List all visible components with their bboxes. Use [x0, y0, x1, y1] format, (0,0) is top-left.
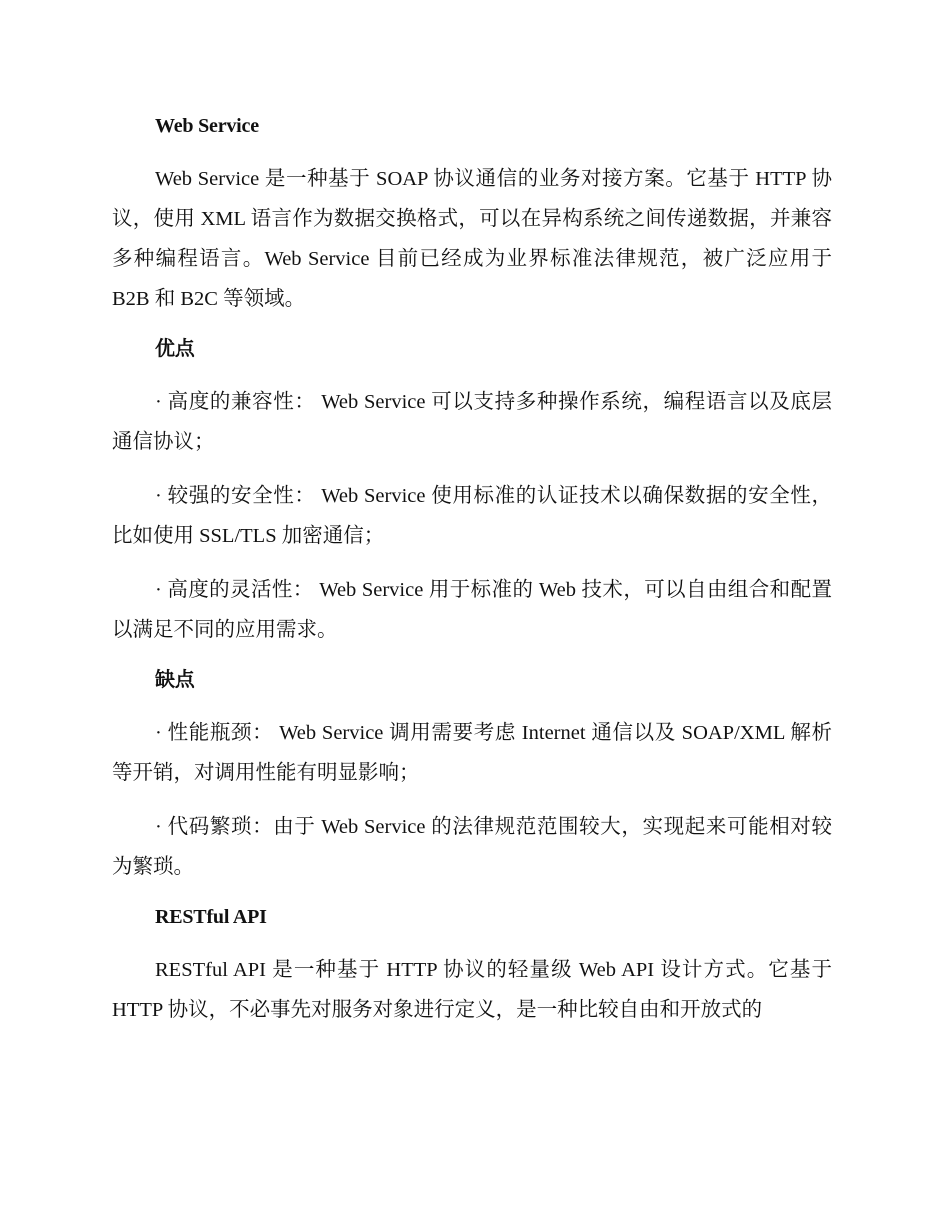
section-advantages	[112, 333, 832, 650]
section-heading: 缺点	[155, 669, 195, 691]
list-item: · 高度的兼容性： Web Service 可以支持多种操作系统，编程语言以及底层通信协议；	[112, 391, 832, 453]
section-heading: RESTful API	[155, 906, 267, 928]
list-item: · 较强的安全性： Web Service 使用标准的认证技术以确保数据的安全性，比如使用 SSL/TLS 加密通信；	[112, 485, 832, 547]
section-restful-api	[112, 901, 832, 1030]
document-body	[112, 110, 832, 1044]
list-item: · 性能瓶颈： Web Service 调用需要考虑 Internet 通信以及 SOAP/XML 解析等开销，对调用性能有明显影响；	[112, 722, 832, 784]
list-item: · 高度的灵活性： Web Service 用于标准的 Web 技术，可以自由组合和配置以满足不同的应用需求。	[112, 579, 832, 641]
paragraph: Web Service 是一种基于 SOAP 协议通信的业务对接方案。它基于 HTTP 协议，使用 XML 语言作为数据交换格式，可以在异构系统之间传递数据，并兼容多种编程语言。Web Service 目前已经成为业界标准法律规范，被广泛应用于 B2B 和 B2C 等领域。	[112, 168, 832, 310]
section-disadvantages	[112, 664, 832, 887]
section-heading: Web Service	[155, 115, 259, 137]
list-item: · 代码繁琐：由于 Web Service 的法律规范范围较大，实现起来可能相对较为繁琐。	[112, 816, 832, 878]
paragraph: RESTful API 是一种基于 HTTP 协议的轻量级 Web API 设计方式。它基于 HTTP 协议，不必事先对服务对象进行定义，是一种比较自由和开放式的	[112, 959, 832, 1021]
section-heading: 优点	[155, 338, 195, 360]
section-web-service	[112, 110, 832, 319]
